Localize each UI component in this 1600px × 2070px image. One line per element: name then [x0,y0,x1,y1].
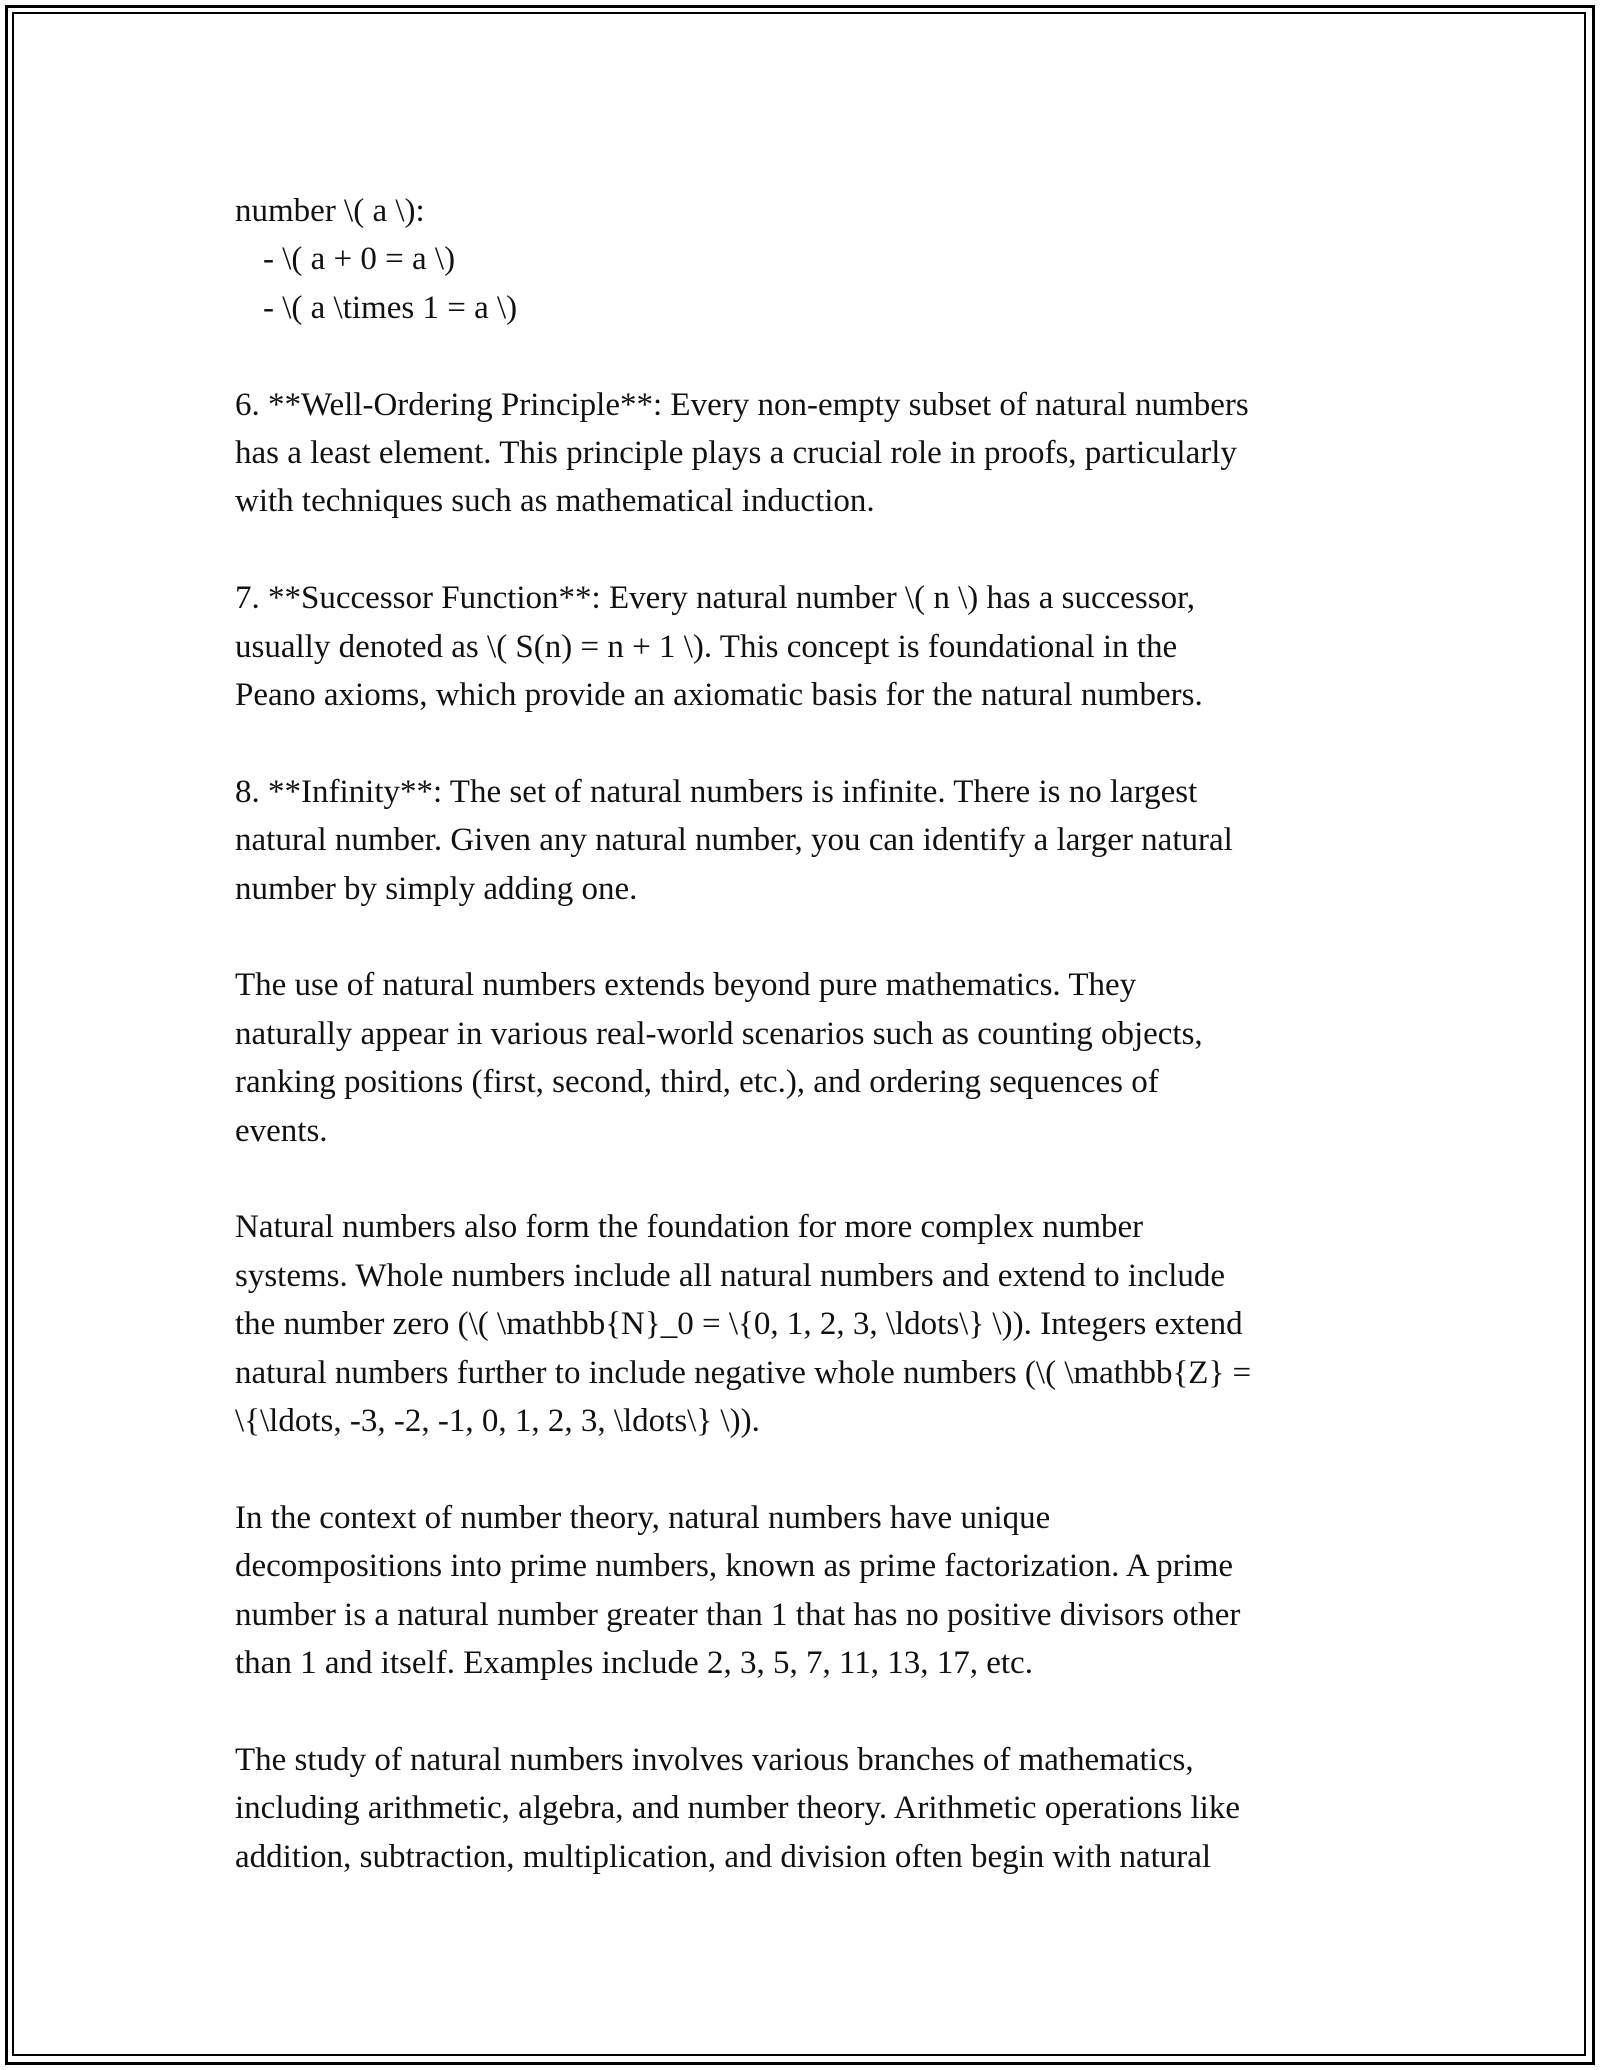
text-line: decompositions into prime numbers, known as prime factorization. A prime [235,1548,1234,1585]
text-line: naturally appear in various real-world scenarios such as counting objects, [235,1015,1203,1052]
text-line: usually denoted as \( S(n) = n + 1 \). This concept is foundational in the [235,628,1178,665]
text-line: ranking positions (first, second, third, etc.), and ordering sequences of [235,1064,1159,1101]
text-line: natural number. Given any natural number, you can identify a larger natural [235,822,1233,859]
text-line: - \( a + 0 = a \) [263,241,456,278]
text-line: has a least element. This principle plays a crucial role in proofs, particularly [235,435,1237,472]
identity-properties [235,187,1395,332]
text-line: events. [235,1112,328,1149]
text-line: number by simply adding one. [235,870,638,907]
paragraph-well-ordering [235,381,1395,526]
text-line: In the context of number theory, natural numbers have unique [235,1499,1051,1536]
text-line: addition, subtraction, multiplication, and division often begin with natural [235,1838,1212,1875]
text-line: Natural numbers also form the foundation for more complex number [235,1209,1144,1246]
text-line: number \( a \): [235,193,425,229]
paragraph-successor-function [235,574,1395,719]
paragraph-number-systems [235,1203,1395,1445]
text-line: - \( a \times 1 = a \) [263,289,518,326]
paragraph-infinity [235,768,1395,913]
text-line: including arithmetic, algebra, and number theory. Arithmetic operations like [235,1790,1240,1827]
text-line: 7. **Successor Function**: Every natural number \( n \) has a successor, [235,580,1196,617]
text-line: 8. **Infinity**: The set of natural numbers is infinite. There is no largest [235,773,1198,810]
text-line: The use of natural numbers extends beyond pure mathematics. They [235,967,1137,1004]
paragraph-real-world-use [235,961,1395,1155]
text-line: The study of natural numbers involves various branches of mathematics, [235,1741,1194,1778]
text-line: natural numbers further to include negative whole numbers (\( \mathbb{Z} = [235,1354,1252,1391]
text-line: systems. Whole numbers include all natural numbers and extend to include [235,1257,1226,1294]
text-line: Peano axioms, which provide an axiomatic basis for the natural numbers. [235,677,1203,714]
document-body [235,187,1395,1930]
text-line: the number zero (\( \mathbb{N}_0 = \{0, 1, 2, 3, \ldots\} \)). Integers extend [235,1306,1243,1343]
text-line: than 1 and itself. Examples include 2, 3, 5, 7, 11, 13, 17, etc. [235,1645,1033,1682]
paragraph-study-of-natural-numbers [235,1736,1395,1881]
text-line: number is a natural number greater than 1 that has no positive divisors other [235,1596,1241,1633]
text-line: \{\ldots, -3, -2, -1, 0, 1, 2, 3, \ldots\} \)). [235,1403,760,1440]
paragraph-number-theory [235,1494,1395,1688]
text-line: 6. **Well-Ordering Principle**: Every non-empty subset of natural numbers [235,386,1249,423]
text-line: with techniques such as mathematical induction. [235,483,875,520]
